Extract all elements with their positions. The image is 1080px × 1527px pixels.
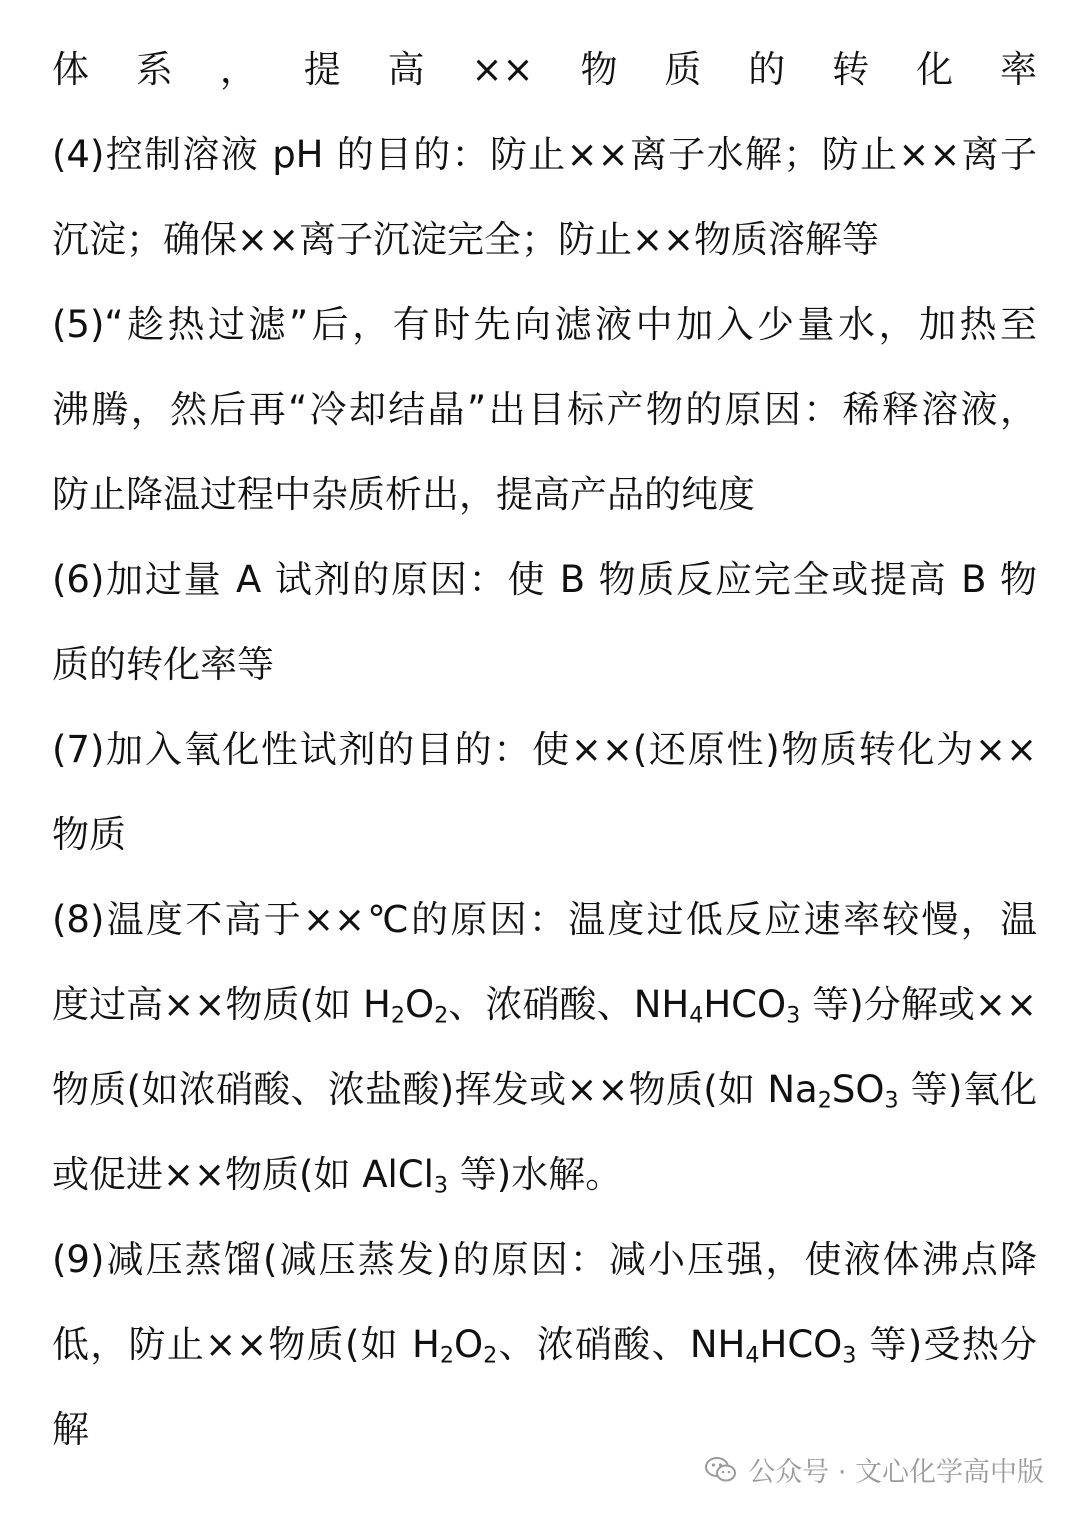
text-line-12 [52, 975, 1037, 1060]
text-line-7: (6)加过量 A 试剂的原因：使 B 物质反应完全或提高 B 物 [52, 558, 1037, 601]
text-line-8: 质的转化率等 [52, 643, 274, 686]
text-line-6: 防止降温过程中杂质析出，提高产品的纯度 [52, 473, 755, 516]
text-line-4: (5)“趁热过滤”后，有时先向滤液中加入少量水，加热至 [52, 303, 1037, 346]
line-16-sub-1: 2 [439, 1342, 454, 1369]
text-line-1: 体系，提高××物质的转化率 [52, 48, 1037, 91]
line-12-part-4: HCO [703, 983, 787, 1026]
line-16-sub-4: 3 [842, 1342, 857, 1369]
document-body [52, 40, 1037, 1485]
line-13-part-2: SO [831, 1068, 885, 1111]
line-13-sub-2: 3 [884, 1087, 899, 1114]
line-14-sub-1: 3 [433, 1172, 449, 1199]
line-14-part-2: 等)水解。 [448, 1153, 623, 1196]
line-12-part-3: 、浓硝酸、NH [448, 983, 690, 1026]
line-16-part-5: 等)受热分 [856, 1323, 1037, 1366]
text-line-16 [52, 1315, 1037, 1400]
text-line-11: (8)温度不高于××℃的原因：温度过低反应速率较慢，温 [52, 898, 1037, 941]
watermark [704, 1450, 1044, 1489]
line-12-part-1: 度过高××物质(如 H [52, 983, 391, 1026]
text-line-17: 解 [52, 1408, 89, 1451]
line-16-part-3: 、浓硝酸、NH [497, 1323, 746, 1366]
text-line-10: 物质 [52, 813, 126, 856]
line-13-part-3: 等)氧化 [898, 1068, 1037, 1111]
text-line-13 [52, 1060, 1037, 1145]
line-12-part-2: O [404, 983, 435, 1026]
text-line-3: 沉淀；确保××离子沉淀完全；防止××物质溶解等 [52, 218, 880, 261]
line-12-sub-2: 2 [434, 1002, 449, 1029]
line-13-part-1: 物质(如浓硝酸、浓盐酸)挥发或××物质(如 Na [52, 1068, 818, 1111]
line-12-sub-4: 3 [786, 1002, 801, 1029]
line-16-sub-3: 4 [745, 1342, 760, 1369]
text-line-9: (7)加入氧化性试剂的目的：使××(还原性)物质转化为×× [52, 728, 1037, 771]
line-16-sub-2: 2 [483, 1342, 498, 1369]
line-12-part-5: 等)分解或×× [800, 983, 1037, 1026]
line-14-part-1: 或促进××物质(如 AlCl [52, 1153, 434, 1196]
watermark-text: 公众号 · 文心化学高中版 [748, 1457, 1044, 1488]
line-13-sub-1: 2 [817, 1087, 832, 1114]
text-line-15: (9)减压蒸馏(减压蒸发)的原因：减小压强，使液体沸点降 [52, 1238, 1037, 1281]
line-16-part-1: 低，防止××物质(如 H [52, 1323, 440, 1366]
wechat-icon [704, 1455, 738, 1485]
line-16-part-2: O [453, 1323, 484, 1366]
line-12-sub-3: 4 [689, 1002, 704, 1029]
text-line-5: 沸腾，然后再“冷却结晶”出目标产物的原因：稀释溶液， [52, 388, 1037, 431]
line-16-part-4: HCO [759, 1323, 843, 1366]
line-12-sub-1: 2 [390, 1002, 405, 1029]
text-line-2: (4)控制溶液 pH 的目的：防止××离子水解；防止××离子 [52, 133, 1037, 176]
text-line-14 [52, 1145, 1037, 1230]
